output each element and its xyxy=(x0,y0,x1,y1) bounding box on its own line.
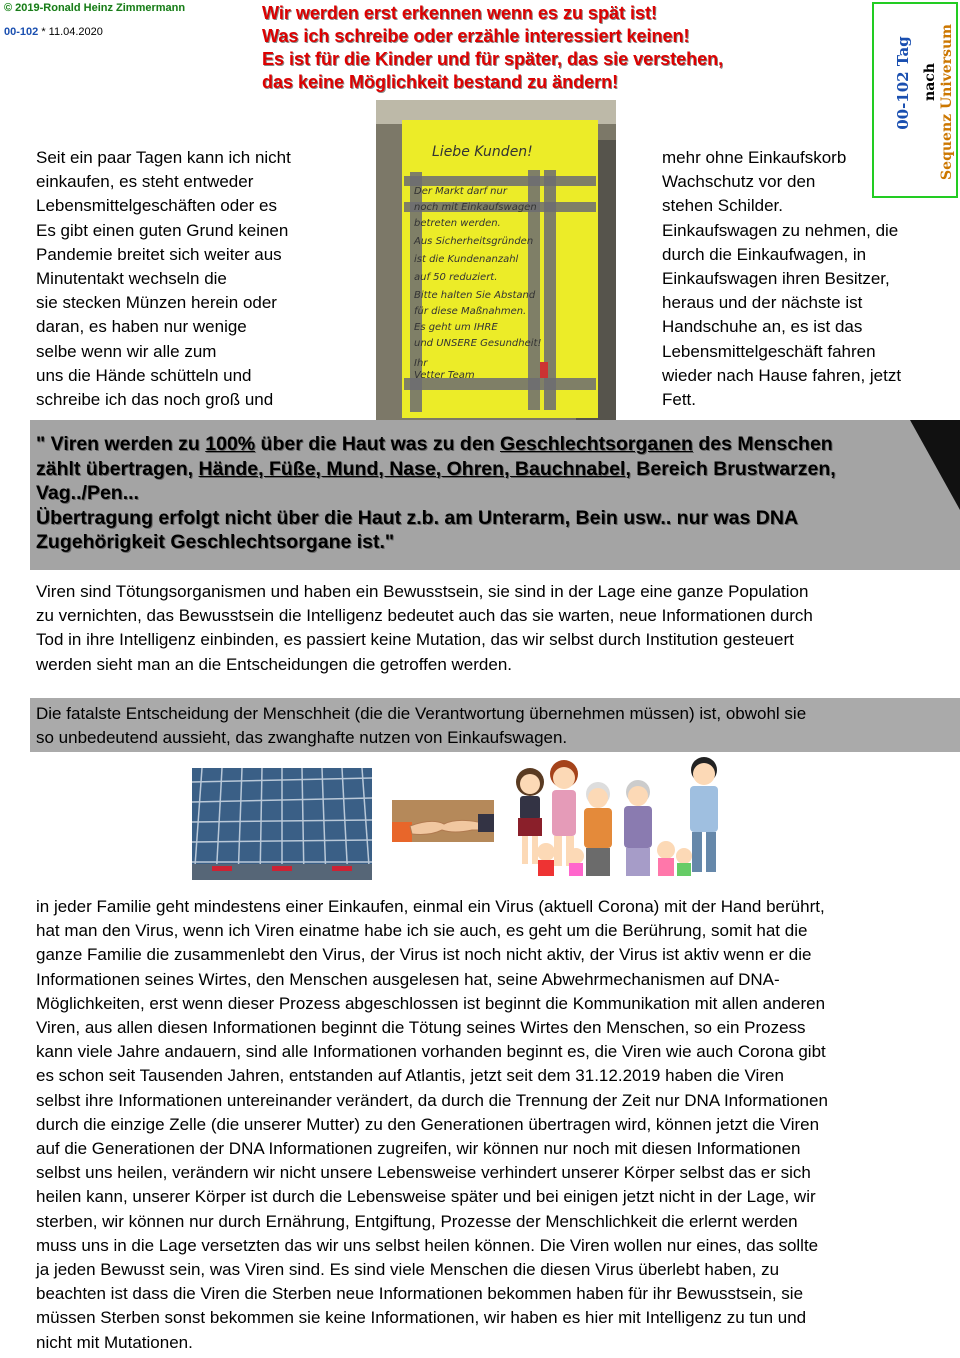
text-line: Lebensmittelgeschäft fahren xyxy=(662,341,876,361)
text-line: muss uns in die Lage versetzten das wir uns selbst heilen können. Die Viren wollen nur eines, das sollte xyxy=(36,1235,819,1255)
sign-line: ist die Kundenanzahl xyxy=(414,254,519,265)
text-line: nicht mit Mutationen. xyxy=(36,1332,193,1352)
headline-line: das keine Möglichkeit bestand zu ändern! xyxy=(262,72,619,92)
text-line: zu vernichten, das Bewusstsein die Intelligenz bedeutet auch das sie warten, neue Informationen durch xyxy=(36,606,813,626)
headline-line: Wir werden erst erkennen wenn es zu spät ist! xyxy=(262,3,657,23)
text-line: einkaufen, es steht entweder xyxy=(36,172,254,192)
text-line: Einkaufswagen ihren Besitzer, xyxy=(662,269,890,289)
document-number: 00-102 xyxy=(4,26,39,38)
text-line: Seit ein paar Tagen kann ich nicht xyxy=(36,148,291,167)
document-dateline xyxy=(4,26,103,38)
text-line: Die fatalste Entscheidung der Menschheit (die die Verantwortung übernehmen müssen) ist, obwohl sie xyxy=(36,704,807,723)
text-line: es schon seit Tausenden Jahren, entstanden auf Atlantis, jetzt seit dem 31.12.2019 haben die Viren xyxy=(36,1066,784,1086)
store-sign-illustration xyxy=(376,100,616,420)
text-line: schreibe ich das noch groß und xyxy=(36,390,274,410)
text-line: daran, es haben nur wenige xyxy=(36,317,247,337)
store-sign-photo xyxy=(376,100,616,420)
text-line: Handschuhe an, es ist das xyxy=(662,317,863,337)
banner-line xyxy=(36,457,916,482)
text-line: Möglichkeiten, erst wenn dieser Prozess abgeschlossen ist beginnt die Kommunikation mit allen anderen xyxy=(36,993,826,1013)
text-line: werden sieht man an die Entscheidungen die getroffen werden. xyxy=(36,654,513,674)
sign-line: Vetter Team xyxy=(414,370,475,381)
document-date: * 11.04.2020 xyxy=(38,26,103,38)
text-line: Informationen seines Wirtes, den Menschen ausgelesen hat, seine Abwehrmechanismen auf DNA- xyxy=(36,969,780,989)
headline xyxy=(262,2,782,94)
sign-line: Ihr xyxy=(414,358,428,369)
text-line: kann viele Jahre andauern, sind alle Informationen vorhanden beginnt es, die Viren wie auch Corona gibt xyxy=(36,1042,826,1062)
paragraph-viruses xyxy=(36,580,936,677)
text-line: selbst uns heilen, verändern wir nicht unsere Lebensweise verhindert unserer Körper selbst das er sich xyxy=(36,1163,811,1183)
banner-line: Zugehörigkeit Geschlechtsorgane ist." xyxy=(36,531,395,553)
text-line: so unbedeutend aussieht, das zwanghafte nutzen von Einkaufswagen. xyxy=(36,728,568,748)
sign-line: Aus Sicherheitsgründen xyxy=(414,236,534,247)
day-counter-universe: Sequenz Universum xyxy=(939,24,955,180)
text-line: beachten ist dass die Viren die Sterben neue Informationen bekommen haben für ihr Bewusstsein, sie xyxy=(36,1284,804,1304)
text-line: selbst ihre Informationen untereinander verändert, da durch die Trennung der Zeit nur DNA Informationen xyxy=(36,1090,828,1110)
sign-line: Bitte halten Sie Abstand xyxy=(414,290,536,301)
text-line: müssen Sterben sonst bekommen sie keine Informationen, wir haben es hier mit Intelligenz zu tun und xyxy=(36,1308,807,1328)
banner-underlined: Geschlechtsorganen xyxy=(500,433,693,455)
text-line: heraus und der nächste ist xyxy=(662,293,863,313)
text-line: auf die Generationen der DNA Informationen zugreifen, wir können nur noch mit diesen Informationen xyxy=(36,1139,801,1159)
copyright-notice: © 2019-Ronald Heinz Zimmermann xyxy=(4,2,186,14)
sign-line: und UNSERE Gesundheit! xyxy=(414,338,542,349)
headline-line: Was ich schreibe oder erzähle interessiert keinen! xyxy=(262,26,690,46)
text-line: heilen kann, unserer Körper ist durch die Lebensweise später und bei einigen jetzt nicht in der Lage, wir xyxy=(36,1187,816,1207)
text-line: ja jeden Bewusst sein, was Viren sind. Es sind viele Menschen die diesen Virus überlebt haben, zu xyxy=(36,1260,780,1280)
family-cartoon xyxy=(506,752,742,892)
sign-line: noch mit Einkaufswagen xyxy=(414,202,537,213)
banner-fragment: über die Haut was zu den xyxy=(255,433,501,455)
text-line: sterben, wir können nur durch Ernährung, Entgiftung, Prozesse der Menschlichkeit die erlernt werden xyxy=(36,1211,798,1231)
banner-line: Übertragung erfolgt nicht über die Haut z.b. am Unterarm, Bein usw.. nur was DNA xyxy=(36,506,799,529)
sign-line: Es geht um IHRE xyxy=(414,322,498,333)
text-line: Minutentakt wechseln die xyxy=(36,269,227,289)
text-line: sie stecken Münzen herein oder xyxy=(36,293,277,313)
text-line: Viren, aus allen diesen Informationen beginnt die Tötung seines Wirtes den Menschen, so ein Prozess xyxy=(36,1018,806,1038)
holding-hands-photo xyxy=(392,800,494,842)
banner-underlined: 100% xyxy=(205,433,256,455)
banner-underlined: Hände, Füße, Mund, Nase, Ohren, Bauchnabel xyxy=(198,457,626,480)
text-line: Fett. xyxy=(662,390,697,410)
day-counter-label: 00-102 Tag xyxy=(894,36,912,130)
banner-text xyxy=(36,432,916,555)
day-counter-nach: nach xyxy=(922,63,938,101)
paragraph-decision xyxy=(36,702,936,750)
text-line: ganze Familie die zusammenlebt den Virus, der Virus ist noch nicht aktiv, der Virus ist aktiv wenn er die xyxy=(36,945,812,965)
text-line: mehr ohne Einkaufskorb xyxy=(662,148,847,167)
text-line: hat man den Virus, wenn ich Viren einatme habe ich sie auch, es geht um die Berührung, somit hat die xyxy=(36,921,808,941)
text-line: Tod in ihre Intelligenz einbinden, es passiert keine Mutation, das wir selbst durch Institution gesteuert xyxy=(36,630,794,650)
text-line: Es gibt einen guten Grund keinen xyxy=(36,220,289,240)
shopping-carts-illustration xyxy=(192,768,372,880)
text-line: uns die Hände schütteln und xyxy=(36,365,252,385)
left-text-column xyxy=(36,146,346,412)
family-illustration xyxy=(506,752,742,892)
sign-line: betreten werden. xyxy=(414,218,501,229)
text-line: selbe wenn wir alle zum xyxy=(36,341,217,361)
text-line: in jeder Familie geht mindestens einer Einkaufen, einmal ein Virus (aktuell Corona) mit der Hand berührt, xyxy=(36,897,825,916)
banner-fragment: zählt übertragen, xyxy=(36,457,199,480)
banner-line xyxy=(36,432,916,457)
sign-line: Liebe Kunden! xyxy=(432,144,533,160)
shopping-carts-photo xyxy=(192,768,372,880)
sign-line: auf 50 reduziert. xyxy=(414,272,498,283)
text-line: stehen Schilder. xyxy=(662,196,783,216)
text-line: Pandemie breitet sich weiter aus xyxy=(36,244,282,264)
holding-hands-illustration xyxy=(392,800,494,842)
text-line: durch die Einkaufwagen, in xyxy=(662,244,867,264)
right-text-column xyxy=(662,146,952,412)
text-line: wieder nach Hause fahren, jetzt xyxy=(662,365,902,385)
text-line: durch die einzige Zelle (die unserer Mutter) zu den Generationen übertragen wird, können jetzt die Viren xyxy=(36,1114,820,1134)
banner-fragment: des Menschen xyxy=(692,433,833,455)
text-line: Viren sind Tötungsorganismen und haben ein Bewusstsein, sie sind in der Lage eine ganze Population xyxy=(36,582,809,601)
text-line: Wachschutz vor den xyxy=(662,172,816,192)
text-line: Einkaufswagen zu nehmen, die xyxy=(662,220,899,240)
banner-fragment: , Bereich Brustwarzen, xyxy=(625,457,836,480)
banner-fragment: " Viren werden zu xyxy=(36,433,206,455)
banner-line: Vag../Pen... xyxy=(36,482,139,504)
text-line: Lebensmittelgeschäften oder es xyxy=(36,196,277,216)
sign-line: Der Markt darf nur xyxy=(414,186,507,197)
headline-line: Es ist für die Kinder und für später, das sie verstehen, xyxy=(262,49,724,69)
paragraph-family xyxy=(36,895,936,1355)
sign-line: für diese Maßnahmen. xyxy=(414,306,527,317)
